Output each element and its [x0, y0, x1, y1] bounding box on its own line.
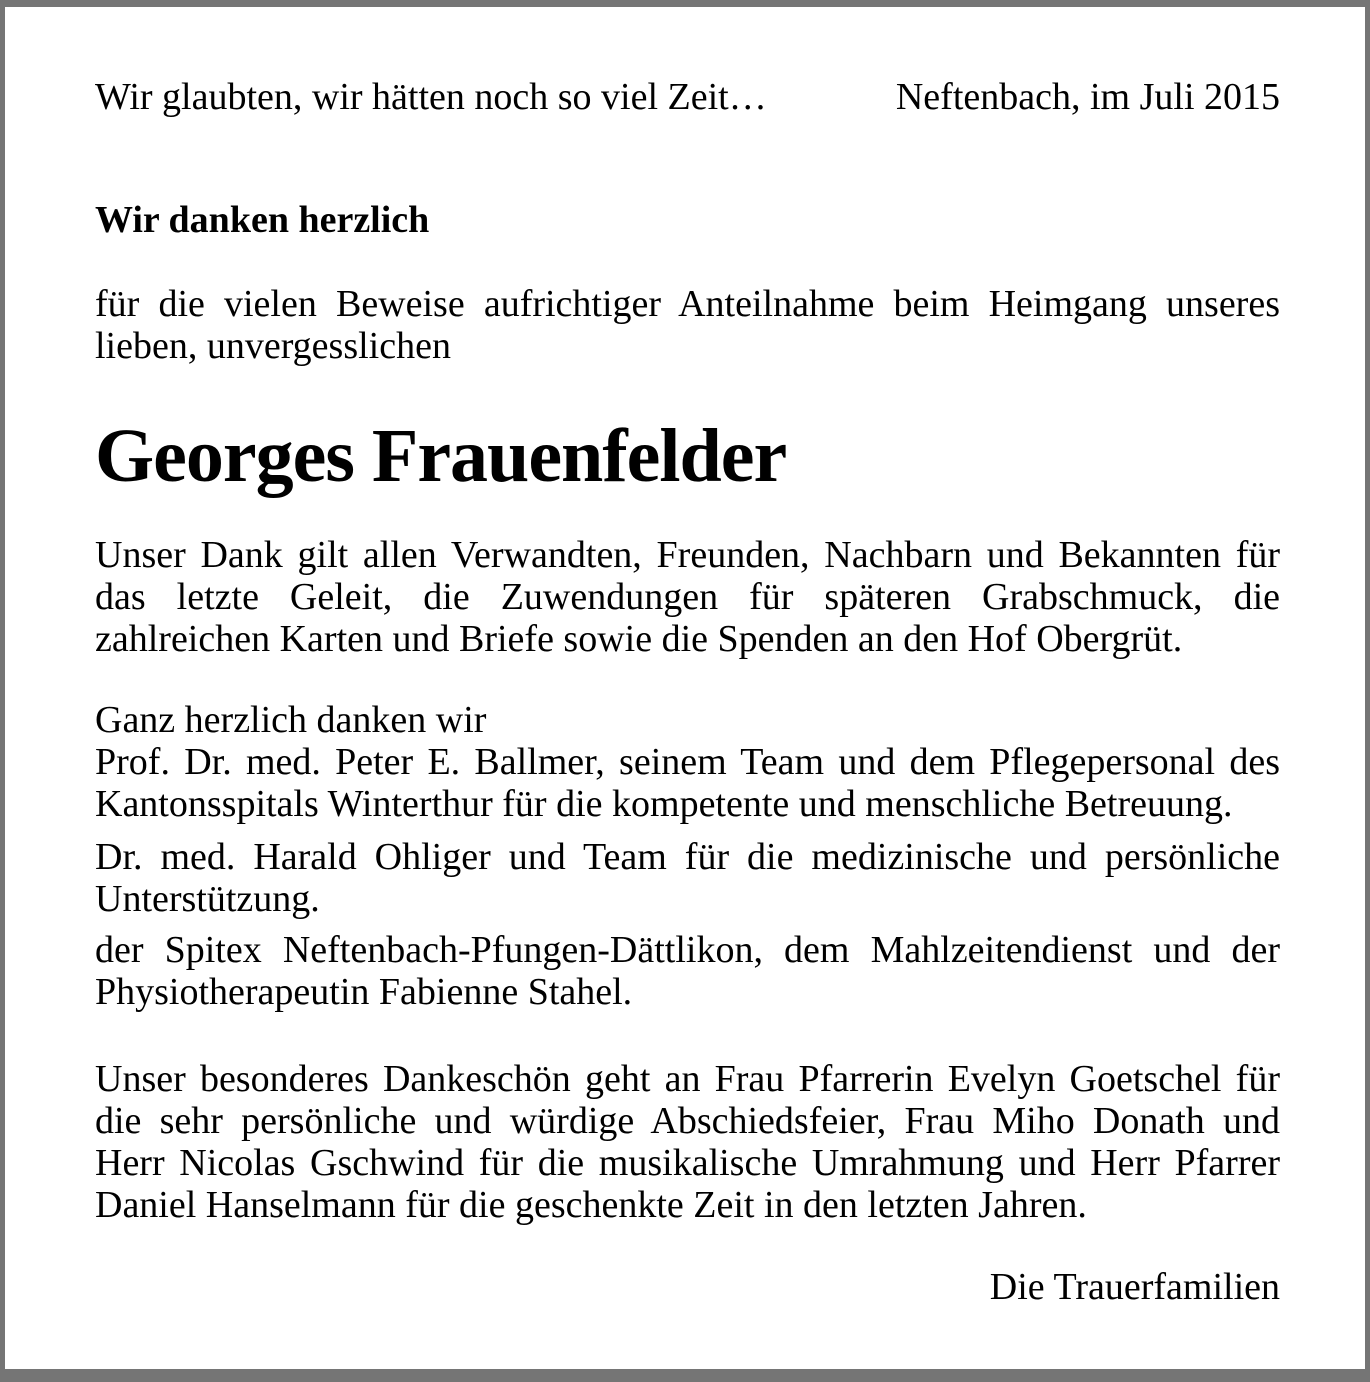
- card-content: [5, 76, 1365, 1382]
- text-line: Kantonsspitals Winterthur für die kompetente und menschliche Betreuung.: [95, 783, 1233, 825]
- text-line: der Spitex Neftenbach-Pfungen-Dättlikon, dem Mahlzeitendienst und der: [95, 929, 1280, 971]
- paragraph-general-thanks: [95, 534, 1280, 660]
- dateline-text: Neftenbach, im Juli 2015: [895, 76, 1280, 118]
- epigraph-text: Wir glaubten, wir hätten noch so viel Zeit…: [95, 76, 767, 118]
- text-line: für die vielen Beweise aufrichtiger Anteilnahme beim Heimgang unseres: [95, 283, 1280, 325]
- paragraph-intro: [95, 283, 1280, 367]
- text-line: Ganz herzlich danken wir: [95, 699, 487, 741]
- text-line: zahlreichen Karten und Briefe sowie die Spenden an den Hof Obergrüt.: [95, 618, 1183, 660]
- text-line: Daniel Hanselmann für die geschenkte Zeit in den letzten Jahren.: [95, 1184, 1087, 1226]
- text-line: die sehr persönliche und würdige Abschiedsfeier, Frau Miho Donath und: [95, 1100, 1280, 1142]
- text-line: Dr. med. Harald Ohliger und Team für die medizinische und persönliche: [95, 836, 1280, 878]
- deceased-name: Georges Frauenfelder: [95, 414, 787, 498]
- text-line: lieben, unvergesslichen: [95, 325, 451, 367]
- paragraph-medical-team: [95, 699, 1280, 825]
- text-line: Herr Nicolas Gschwind für die musikalische Umrahmung und Herr Pfarrer: [95, 1142, 1280, 1184]
- paragraph-spitex: [95, 929, 1280, 1013]
- signature-text: Die Trauerfamilien: [989, 1266, 1280, 1308]
- text-line: Unser besonderes Dankeschön geht an Frau Pfarrerin Evelyn Goetschel für: [95, 1058, 1280, 1100]
- text-line: das letzte Geleit, die Zuwendungen für späteren Grabschmuck, die: [95, 576, 1280, 618]
- paragraph-doctor: [95, 836, 1280, 920]
- text-line: Prof. Dr. med. Peter E. Ballmer, seinem Team und dem Pflegepersonal des: [95, 741, 1280, 783]
- header-row: [95, 76, 1280, 118]
- paragraph-special-thanks: [95, 1058, 1280, 1226]
- text-line: Unterstützung.: [95, 878, 320, 920]
- thanks-heading: Wir danken herzlich: [95, 199, 430, 241]
- text-line: Unser Dank gilt allen Verwandten, Freunden, Nachbarn und Bekannten für: [95, 534, 1280, 576]
- text-line: Physiotherapeutin Fabienne Stahel.: [95, 971, 633, 1013]
